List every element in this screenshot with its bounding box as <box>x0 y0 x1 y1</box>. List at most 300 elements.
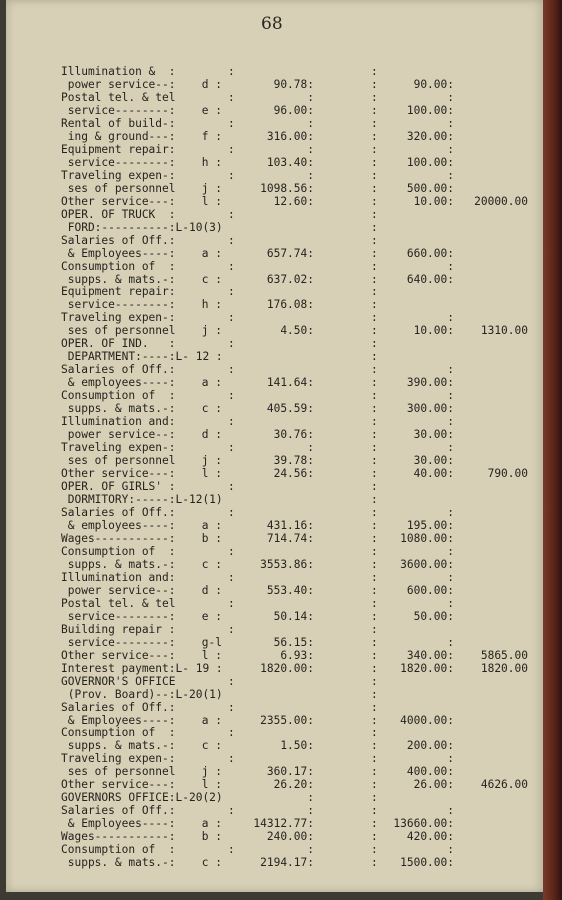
row-code: e : <box>201 103 222 117</box>
row-amount-actual: 176.08: <box>266 298 314 312</box>
ledger-row <box>6 247 546 260</box>
ledger-row <box>6 726 546 739</box>
row-description: ses of personnel <box>61 765 176 779</box>
row-separator: : <box>371 246 378 260</box>
row-amount-estimate: 200.00: <box>406 739 454 753</box>
row-description: OPER. OF IND. : <box>61 337 176 351</box>
row-code: f : <box>201 129 222 143</box>
row-amount-estimate: : <box>447 843 454 857</box>
ledger-row <box>6 143 546 156</box>
row-amount-estimate: : <box>447 804 454 818</box>
ledger-row <box>6 285 546 298</box>
ledger-row <box>6 169 546 182</box>
row-separator: : <box>228 207 235 221</box>
ledger-row <box>6 298 546 311</box>
row-description: Consumption of : <box>61 726 176 740</box>
row-amount-actual: 360.17: <box>266 765 314 779</box>
row-separator: : <box>371 194 378 208</box>
row-separator: : <box>228 674 235 688</box>
row-separator: : <box>371 518 378 532</box>
row-description: supps. & mats.-: <box>61 739 176 753</box>
ledger-row <box>6 182 546 195</box>
row-description: Illumination and: <box>61 570 176 584</box>
ledger-row <box>6 273 546 286</box>
row-description: Interest payment:L- 19 : <box>61 661 223 675</box>
row-separator: : <box>371 233 378 247</box>
row-description: DEPARTMENT:----:L- 12 : <box>61 350 223 364</box>
row-amount-estimate: 400.00: <box>406 765 454 779</box>
row-description: Salaries of Off.: <box>61 505 176 519</box>
row-separator: : <box>371 635 378 649</box>
row-description: Equipment repair: <box>61 285 176 299</box>
row-amount-estimate: : <box>447 570 454 584</box>
row-amount-actual: : <box>307 791 314 805</box>
row-amount-actual: 316.00: <box>266 129 314 143</box>
row-amount-estimate: 4000.00: <box>400 713 454 727</box>
row-description: GOVERNORS OFFICE:L-20(2) <box>61 791 223 805</box>
row-amount-estimate: 500.00: <box>406 181 454 195</box>
row-description: Salaries of Off.: <box>61 804 176 818</box>
ledger-row <box>6 117 546 130</box>
row-separator: : <box>371 155 378 169</box>
page-number: 68 <box>261 14 283 34</box>
row-code: h : <box>201 155 222 169</box>
row-separator: : <box>371 376 378 390</box>
row-separator: : <box>371 350 378 364</box>
row-amount-actual: 1098.56: <box>260 181 314 195</box>
ledger-row <box>6 480 546 493</box>
row-separator: : <box>371 480 378 494</box>
row-description: Traveling expen-: <box>61 311 176 325</box>
row-amount-actual: 90.78: <box>273 77 314 91</box>
row-amount-actual: : <box>307 441 314 455</box>
row-amount-estimate: : <box>447 544 454 558</box>
row-code: j : <box>201 454 222 468</box>
row-separator: : <box>371 830 378 844</box>
row-code: j : <box>201 324 222 338</box>
row-amount-actual: 1820.00: <box>260 661 314 675</box>
row-description: Consumption of : <box>61 389 176 403</box>
row-separator: : <box>371 687 378 701</box>
ledger-row <box>6 234 546 247</box>
row-amount-actual: 103.40: <box>266 155 314 169</box>
row-code: a : <box>201 518 222 532</box>
row-description: & employees----: <box>61 518 176 532</box>
row-separator: : <box>371 493 378 506</box>
row-description: service--------: <box>61 609 176 623</box>
row-code: c : <box>201 856 222 870</box>
row-amount-estimate: : <box>447 441 454 455</box>
row-description: power service--: <box>61 77 176 91</box>
row-code: l : <box>201 778 222 792</box>
row-amount-estimate: 390.00: <box>406 376 454 390</box>
row-amount-estimate: 300.00: <box>406 402 454 416</box>
ledger-row <box>6 739 546 752</box>
row-separator: : <box>228 441 235 455</box>
ledger-row <box>6 752 546 765</box>
row-amount-actual: 56.15: <box>273 635 314 649</box>
row-code: b : <box>201 531 222 545</box>
row-amount-actual: 39.78: <box>273 454 314 468</box>
row-amount-actual: 14312.77: <box>253 817 314 831</box>
ledger-row <box>6 778 546 791</box>
row-amount-estimate: 26.00: <box>413 778 454 792</box>
row-amount-estimate: : <box>447 635 454 649</box>
row-description: Salaries of Off.: <box>61 233 176 247</box>
row-description: power service--: <box>61 583 176 597</box>
row-separator: : <box>371 467 378 481</box>
row-separator: : <box>371 454 378 468</box>
ledger-row <box>6 623 546 636</box>
ledger-row <box>6 91 546 104</box>
row-description: & Employees----: <box>61 713 176 727</box>
row-amount-actual: 30.76: <box>273 428 314 442</box>
row-separator: : <box>228 752 235 766</box>
ledger-row <box>6 610 546 623</box>
row-description: ses of personnel <box>61 181 176 195</box>
row-description: OPER. OF TRUCK : <box>61 207 176 221</box>
row-separator: : <box>228 843 235 857</box>
row-separator: : <box>371 778 378 792</box>
row-separator: : <box>228 622 235 636</box>
row-separator: : <box>371 142 378 156</box>
row-separator: : <box>371 713 378 727</box>
row-separator: : <box>371 648 378 662</box>
row-separator: : <box>228 65 235 78</box>
row-amount-actual: 50.14: <box>273 609 314 623</box>
row-separator: : <box>371 220 378 234</box>
row-separator: : <box>371 544 378 558</box>
ledger-row <box>6 65 546 78</box>
row-separator: : <box>371 311 378 325</box>
ledger-row <box>6 441 546 454</box>
row-code: c : <box>201 557 222 571</box>
row-description: Traveling expen-: <box>61 168 176 182</box>
row-description: Equipment repair: <box>61 142 176 156</box>
row-code: l : <box>201 194 222 208</box>
row-amount-actual: : <box>307 843 314 857</box>
ledger-row <box>6 571 546 584</box>
row-separator: : <box>228 363 235 377</box>
row-description: Traveling expen-: <box>61 752 176 766</box>
row-separator: : <box>371 843 378 857</box>
row-separator: : <box>371 389 378 403</box>
row-amount-estimate: 10.00: <box>413 194 454 208</box>
row-code: a : <box>201 817 222 831</box>
row-description: Other service---: <box>61 467 176 481</box>
row-description: & Employees----: <box>61 246 176 260</box>
row-separator: : <box>371 557 378 571</box>
row-description: DORMITORY:-----:L-12(1) <box>61 493 223 506</box>
row-separator: : <box>371 116 378 130</box>
row-separator: : <box>371 181 378 195</box>
row-separator: : <box>228 233 235 247</box>
row-separator: : <box>371 337 378 351</box>
row-code: a : <box>201 246 222 260</box>
row-separator: : <box>371 739 378 753</box>
ledger-row <box>6 221 546 234</box>
row-description: service--------: <box>61 298 176 312</box>
row-separator: : <box>228 570 235 584</box>
row-separator: : <box>371 415 378 429</box>
row-separator: : <box>371 65 378 78</box>
row-description: Building repair : <box>61 622 176 636</box>
row-description: Rental of build-: <box>61 116 176 130</box>
row-separator: : <box>228 259 235 273</box>
row-amount-actual: : <box>307 804 314 818</box>
row-amount-estimate: 1500.00: <box>400 856 454 870</box>
row-amount-estimate: 660.00: <box>406 246 454 260</box>
row-amount-estimate: 50.00: <box>413 609 454 623</box>
row-code: j : <box>201 765 222 779</box>
ledger-row <box>6 649 546 662</box>
ledger-row <box>6 765 546 778</box>
ledger-row <box>6 415 546 428</box>
row-code: a : <box>201 713 222 727</box>
row-description: ses of personnel <box>61 454 176 468</box>
row-separator: : <box>371 765 378 779</box>
row-amount-estimate: : <box>447 389 454 403</box>
ledger-row <box>6 675 546 688</box>
row-separator: : <box>371 531 378 545</box>
row-amount-estimate: 13660.00: <box>393 817 454 831</box>
row-amount-estimate: : <box>447 168 454 182</box>
row-amount-estimate: 640.00: <box>406 272 454 286</box>
row-amount-estimate: : <box>447 596 454 610</box>
row-separator: : <box>371 609 378 623</box>
ledger-row <box>6 311 546 324</box>
row-total: 790.00 <box>487 467 528 481</box>
row-amount-estimate: : <box>447 363 454 377</box>
row-separator: : <box>228 415 235 429</box>
row-separator: : <box>371 791 378 805</box>
ledger-row <box>6 454 546 467</box>
row-amount-estimate: : <box>447 752 454 766</box>
row-code: h : <box>201 298 222 312</box>
row-description: (Prov. Board)--:L-20(1) <box>61 687 223 701</box>
row-separator: : <box>371 402 378 416</box>
row-amount-actual: 1.50: <box>280 739 314 753</box>
row-description: Wages-----------: <box>61 531 176 545</box>
ledger-table <box>6 0 546 892</box>
ledger-row <box>6 519 546 532</box>
row-amount-estimate: : <box>447 142 454 156</box>
row-description: ing & ground---: <box>61 129 176 143</box>
row-code: c : <box>201 739 222 753</box>
row-code: d : <box>201 77 222 91</box>
ledger-row <box>6 597 546 610</box>
row-amount-estimate: : <box>447 116 454 130</box>
row-amount-estimate: 100.00: <box>406 155 454 169</box>
row-amount-estimate: 1080.00: <box>400 531 454 545</box>
row-separator: : <box>371 622 378 636</box>
row-separator: : <box>371 570 378 584</box>
ledger-row <box>6 402 546 415</box>
ledger-row <box>6 428 546 441</box>
row-amount-actual: 4.50: <box>280 324 314 338</box>
row-description: Salaries of Off.: <box>61 700 176 714</box>
row-description: service--------: <box>61 155 176 169</box>
ledger-row <box>6 78 546 91</box>
row-description: supps. & mats.-: <box>61 557 176 571</box>
row-separator: : <box>228 544 235 558</box>
row-amount-actual: : <box>307 90 314 104</box>
row-amount-estimate: 420.00: <box>406 830 454 844</box>
row-amount-actual: 714.74: <box>266 531 314 545</box>
row-description: service--------: <box>61 635 176 649</box>
row-amount-estimate: 3600.00: <box>400 557 454 571</box>
row-separator: : <box>371 272 378 286</box>
row-description: Other service---: <box>61 778 176 792</box>
row-amount-estimate: 10.00: <box>413 324 454 338</box>
row-description: Postal tel. & tel <box>61 596 176 610</box>
ledger-row <box>6 260 546 273</box>
row-amount-estimate: 40.00: <box>413 467 454 481</box>
row-separator: : <box>228 480 235 494</box>
ledger-row <box>6 337 546 350</box>
row-separator: : <box>371 505 378 519</box>
row-amount-actual: 141.64: <box>266 376 314 390</box>
ledger-row <box>6 584 546 597</box>
row-code: d : <box>201 583 222 597</box>
ledger-row <box>6 493 546 506</box>
row-code: a : <box>201 376 222 390</box>
row-separator: : <box>371 90 378 104</box>
row-separator: : <box>371 583 378 597</box>
row-separator: : <box>371 428 378 442</box>
ledger-row <box>6 104 546 117</box>
row-amount-actual: 6.93: <box>280 648 314 662</box>
row-separator: : <box>371 103 378 117</box>
row-separator: : <box>228 389 235 403</box>
ledger-row <box>6 636 546 649</box>
ledger-row <box>6 558 546 571</box>
row-separator: : <box>371 596 378 610</box>
ledger-row <box>6 532 546 545</box>
row-amount-actual: 3553.86: <box>260 557 314 571</box>
row-amount-actual: 657.74: <box>266 246 314 260</box>
row-amount-estimate: 600.00: <box>406 583 454 597</box>
ledger-row <box>6 662 546 675</box>
row-amount-actual: 240.00: <box>266 830 314 844</box>
row-total: 20000.00 <box>474 194 528 208</box>
row-code: g-l <box>201 635 222 649</box>
row-separator: : <box>371 661 378 675</box>
row-amount-actual: 26.20: <box>273 778 314 792</box>
row-description: Other service---: <box>61 194 176 208</box>
ledger-row <box>6 130 546 143</box>
ledger-row <box>6 688 546 701</box>
row-amount-actual: : <box>307 142 314 156</box>
ledger-row <box>6 195 546 208</box>
row-separator: : <box>371 441 378 455</box>
ledger-row <box>6 208 546 221</box>
ledger-row <box>6 156 546 169</box>
row-description: OPER. OF GIRLS' : <box>61 480 176 494</box>
row-description: supps. & mats.-: <box>61 856 176 870</box>
row-description: Consumption of : <box>61 259 176 273</box>
row-description: & Employees----: <box>61 817 176 831</box>
row-code: c : <box>201 402 222 416</box>
row-code: l : <box>201 467 222 481</box>
ledger-row <box>6 324 546 337</box>
row-amount-actual: 405.59: <box>266 402 314 416</box>
row-separator: : <box>371 856 378 870</box>
ledger-row <box>6 714 546 727</box>
row-description: Illumination & : <box>61 65 176 78</box>
row-amount-actual: 431.16: <box>266 518 314 532</box>
ledger-row <box>6 791 546 804</box>
row-separator: : <box>228 142 235 156</box>
row-separator: : <box>228 285 235 299</box>
row-amount-actual: 24.56: <box>273 467 314 481</box>
ledger-row <box>6 376 546 389</box>
row-separator: : <box>371 700 378 714</box>
row-description: FORD:----------:L-10(3) <box>61 220 223 234</box>
ledger-page <box>6 0 546 892</box>
row-amount-estimate: 340.00: <box>406 648 454 662</box>
row-amount-actual: 637.02: <box>266 272 314 286</box>
row-separator: : <box>228 596 235 610</box>
row-separator: : <box>228 700 235 714</box>
row-amount-estimate: : <box>447 259 454 273</box>
row-separator: : <box>371 298 378 312</box>
row-description: Wages-----------: <box>61 830 176 844</box>
ledger-row <box>6 843 546 856</box>
row-amount-estimate: : <box>447 505 454 519</box>
row-separator: : <box>371 817 378 831</box>
row-amount-actual: : <box>307 168 314 182</box>
row-separator: : <box>228 726 235 740</box>
row-separator: : <box>371 77 378 91</box>
ledger-row <box>6 506 546 519</box>
row-separator: : <box>371 129 378 143</box>
row-amount-estimate: 1820.00: <box>400 661 454 675</box>
row-description: ses of personnel <box>61 324 176 338</box>
row-description: Salaries of Off.: <box>61 363 176 377</box>
row-separator: : <box>228 505 235 519</box>
row-total: 4626.00 <box>480 778 528 792</box>
row-amount-actual: 2355.00: <box>260 713 314 727</box>
row-separator: : <box>371 752 378 766</box>
row-separator: : <box>228 311 235 325</box>
row-total: 1820.00 <box>480 661 528 675</box>
ledger-row <box>6 856 546 869</box>
row-separator: : <box>228 337 235 351</box>
row-separator: : <box>371 804 378 818</box>
ledger-row <box>6 467 546 480</box>
row-separator: : <box>371 285 378 299</box>
row-amount-actual: 12.60: <box>273 194 314 208</box>
row-separator: : <box>371 259 378 273</box>
row-description: supps. & mats.-: <box>61 402 176 416</box>
row-amount-actual: 96.00: <box>273 103 314 117</box>
row-separator: : <box>228 804 235 818</box>
row-separator: : <box>371 674 378 688</box>
row-separator: : <box>371 726 378 740</box>
row-separator: : <box>228 116 235 130</box>
row-description: & employees----: <box>61 376 176 390</box>
row-description: Consumption of : <box>61 544 176 558</box>
row-description: GOVERNOR'S OFFICE <box>61 674 176 688</box>
row-separator: : <box>228 168 235 182</box>
ledger-row <box>6 545 546 558</box>
ledger-row <box>6 817 546 830</box>
row-code: e : <box>201 609 222 623</box>
row-separator: : <box>371 168 378 182</box>
row-description: Consumption of : <box>61 843 176 857</box>
row-separator: : <box>371 207 378 221</box>
